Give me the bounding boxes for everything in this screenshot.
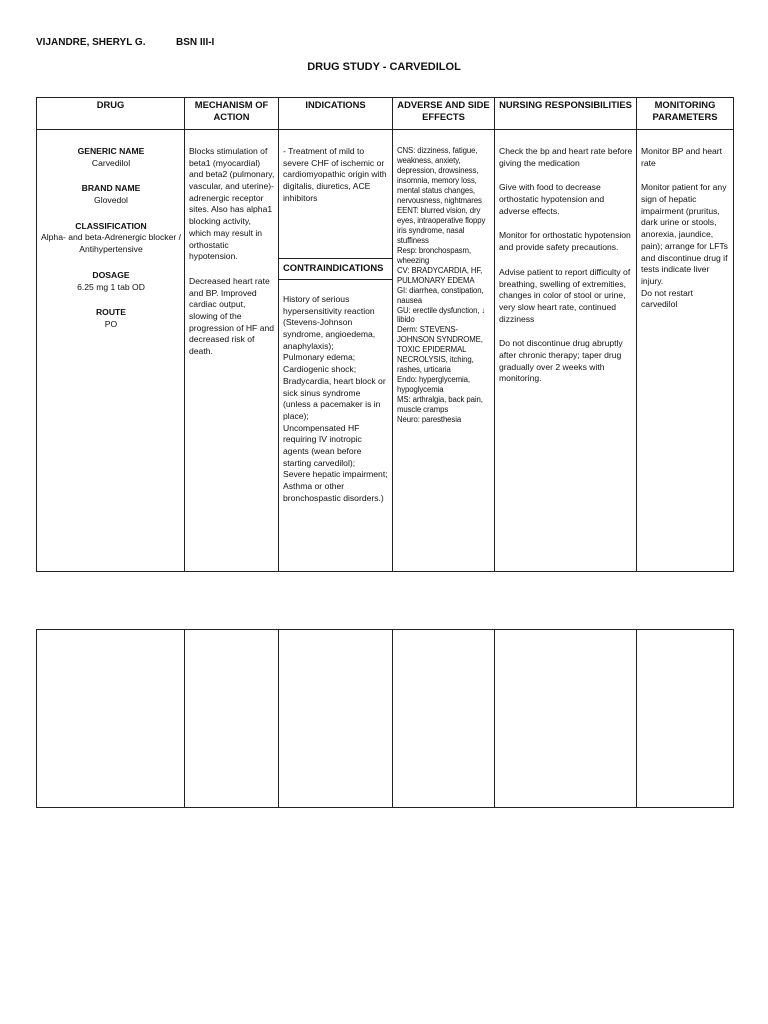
col-header-drug: DRUG: [37, 98, 185, 130]
indications-text: - Treatment of mild to severe CHF of ischemic or cardiomyopathic origin with digitalis, diuretics, ACE inhibitors: [283, 146, 387, 203]
mechanism-text: Blocks stimulation of beta1 (myocardial) and beta2 (pulmonary, vascular, and uterine)-adrenergic receptor sites. Also has alpha1 blocking activity, which may result in orthostatic hypotension.: [189, 146, 275, 262]
dosage-value: 6.25 mg 1 tab OD: [77, 281, 145, 292]
table-row: [37, 130, 734, 572]
student-course: BSN III-I: [176, 37, 215, 48]
dosage-label: DOSAGE: [92, 269, 130, 280]
col-header-nursing: NURSING RESPONSIBILITIES: [495, 98, 637, 130]
student-name: VIJANDRE, SHERYL G.: [36, 37, 146, 48]
brand-name-label: BRAND NAME: [81, 183, 141, 194]
classification-block: [41, 221, 181, 256]
adverse-effects-cell: [393, 130, 495, 572]
mechanism-cell: [185, 130, 279, 572]
drug-cell: [37, 130, 185, 572]
nursing-item: Do not discontinue drug abruptly after chronic therapy; taper drug gradually over 2 weeks with monitoring.: [499, 338, 623, 384]
generic-name-block: [41, 146, 181, 169]
nursing-item: Advise patient to report difficulty of breathing, swelling of extremities, changes in color of stool or urine, very slow heart rate, continued dizziness: [499, 266, 631, 324]
col-header-adverse: ADVERSE AND SIDE EFFECTS: [393, 98, 495, 130]
empty-cell: [495, 630, 637, 808]
page-title: DRUG STUDY - CARVEDILOL: [307, 61, 461, 73]
table-header-row: [37, 98, 734, 130]
generic-name-value: Carvedilol: [91, 157, 131, 168]
empty-table-row: [37, 630, 734, 808]
student-header: [36, 37, 215, 48]
nursing-item: Check the bp and heart rate before giving the medication: [499, 146, 633, 168]
dosage-block: [41, 270, 181, 293]
route-block: [41, 307, 181, 330]
empty-cell: [637, 630, 734, 808]
mechanism-effects: Decreased heart rate and BP. Improved cardiac output, slowing of the progression of HF and decreased risk of death.: [189, 275, 275, 356]
empty-cell: [37, 630, 185, 808]
nursing-item: Monitor for orthostatic hypotension and provide safety precautions.: [499, 230, 631, 253]
empty-cell: [279, 630, 393, 808]
brand-name-block: [41, 183, 181, 206]
monitoring-cell: [637, 130, 734, 572]
contraindications-heading: CONTRAINDICATIONS: [279, 258, 392, 280]
col-header-monitoring: MONITORING PARAMETERS: [637, 98, 734, 130]
col-header-indications: INDICATIONS: [279, 98, 393, 130]
nursing-item: Give with food to decrease orthostatic hypotension and adverse effects.: [499, 182, 605, 216]
route-label: ROUTE: [95, 307, 127, 318]
drug-study-table: [36, 97, 734, 572]
classification-value: Alpha- and beta-Adrenergic blocker / Antihypertensive: [41, 232, 181, 255]
contraindications-text: History of serious hypersensitivity reaction (Stevens-Johnson syndrome, angioedema, anaphylaxis); Pulmonary edema; Cardiogenic shock; Bradycardia, heart block or sick sinus syndrome (unless a pacemaker is in place); Uncompensated HF requiring IV inotropic agents (wean before starting carvedilol); Severe hepatic impairment; Asthma or other bronchospastic disorders.): [283, 294, 388, 503]
route-value: PO: [104, 318, 118, 329]
classification-label: CLASSIFICATION: [75, 220, 147, 231]
brand-name-value: Glovedol: [94, 195, 128, 206]
monitoring-item: Monitor patient for any sign of hepatic impairment (pruritus, dark urine or stools, anorexia, jaundice, pain); arrange for LFTs and discontinue drug if tests indicate liver injury. Do not restart carvedilol: [641, 182, 728, 310]
empty-table: [36, 629, 734, 808]
empty-cell: [185, 630, 279, 808]
nursing-cell: [495, 130, 637, 572]
indications-cell: [279, 130, 393, 572]
monitoring-item: Monitor BP and heart rate: [641, 146, 723, 168]
generic-name-label: GENERIC NAME: [77, 146, 145, 156]
empty-cell: [393, 630, 495, 808]
adverse-effects-text: CNS: dizziness, fatigue, weakness, anxiety, depression, drowsiness, insomnia, memory loss, mental status changes, nervousness, nightmares EENT: blurred vision, dry eyes, intraoperative floppy iris syndrome, nasal stuffiness Resp: bronchospasm, wheezing CV: BRADYCARDIA, HF, PULMONARY EDEMA GI: diarrhea, constipation, nausea GU: erectile dysfunction, ↓ libido Derm: STEVENS-JOHNSON SYNDROME, TOXIC EPIDERMAL NECROLYSIS, itching, rashes, urticaria Endo: hyperglycemia, hypoglycemia MS: arthralgia, back pain, muscle cramps Neuro: paresthesia: [397, 146, 486, 425]
col-header-mechanism: MECHANISM OF ACTION: [185, 98, 279, 130]
